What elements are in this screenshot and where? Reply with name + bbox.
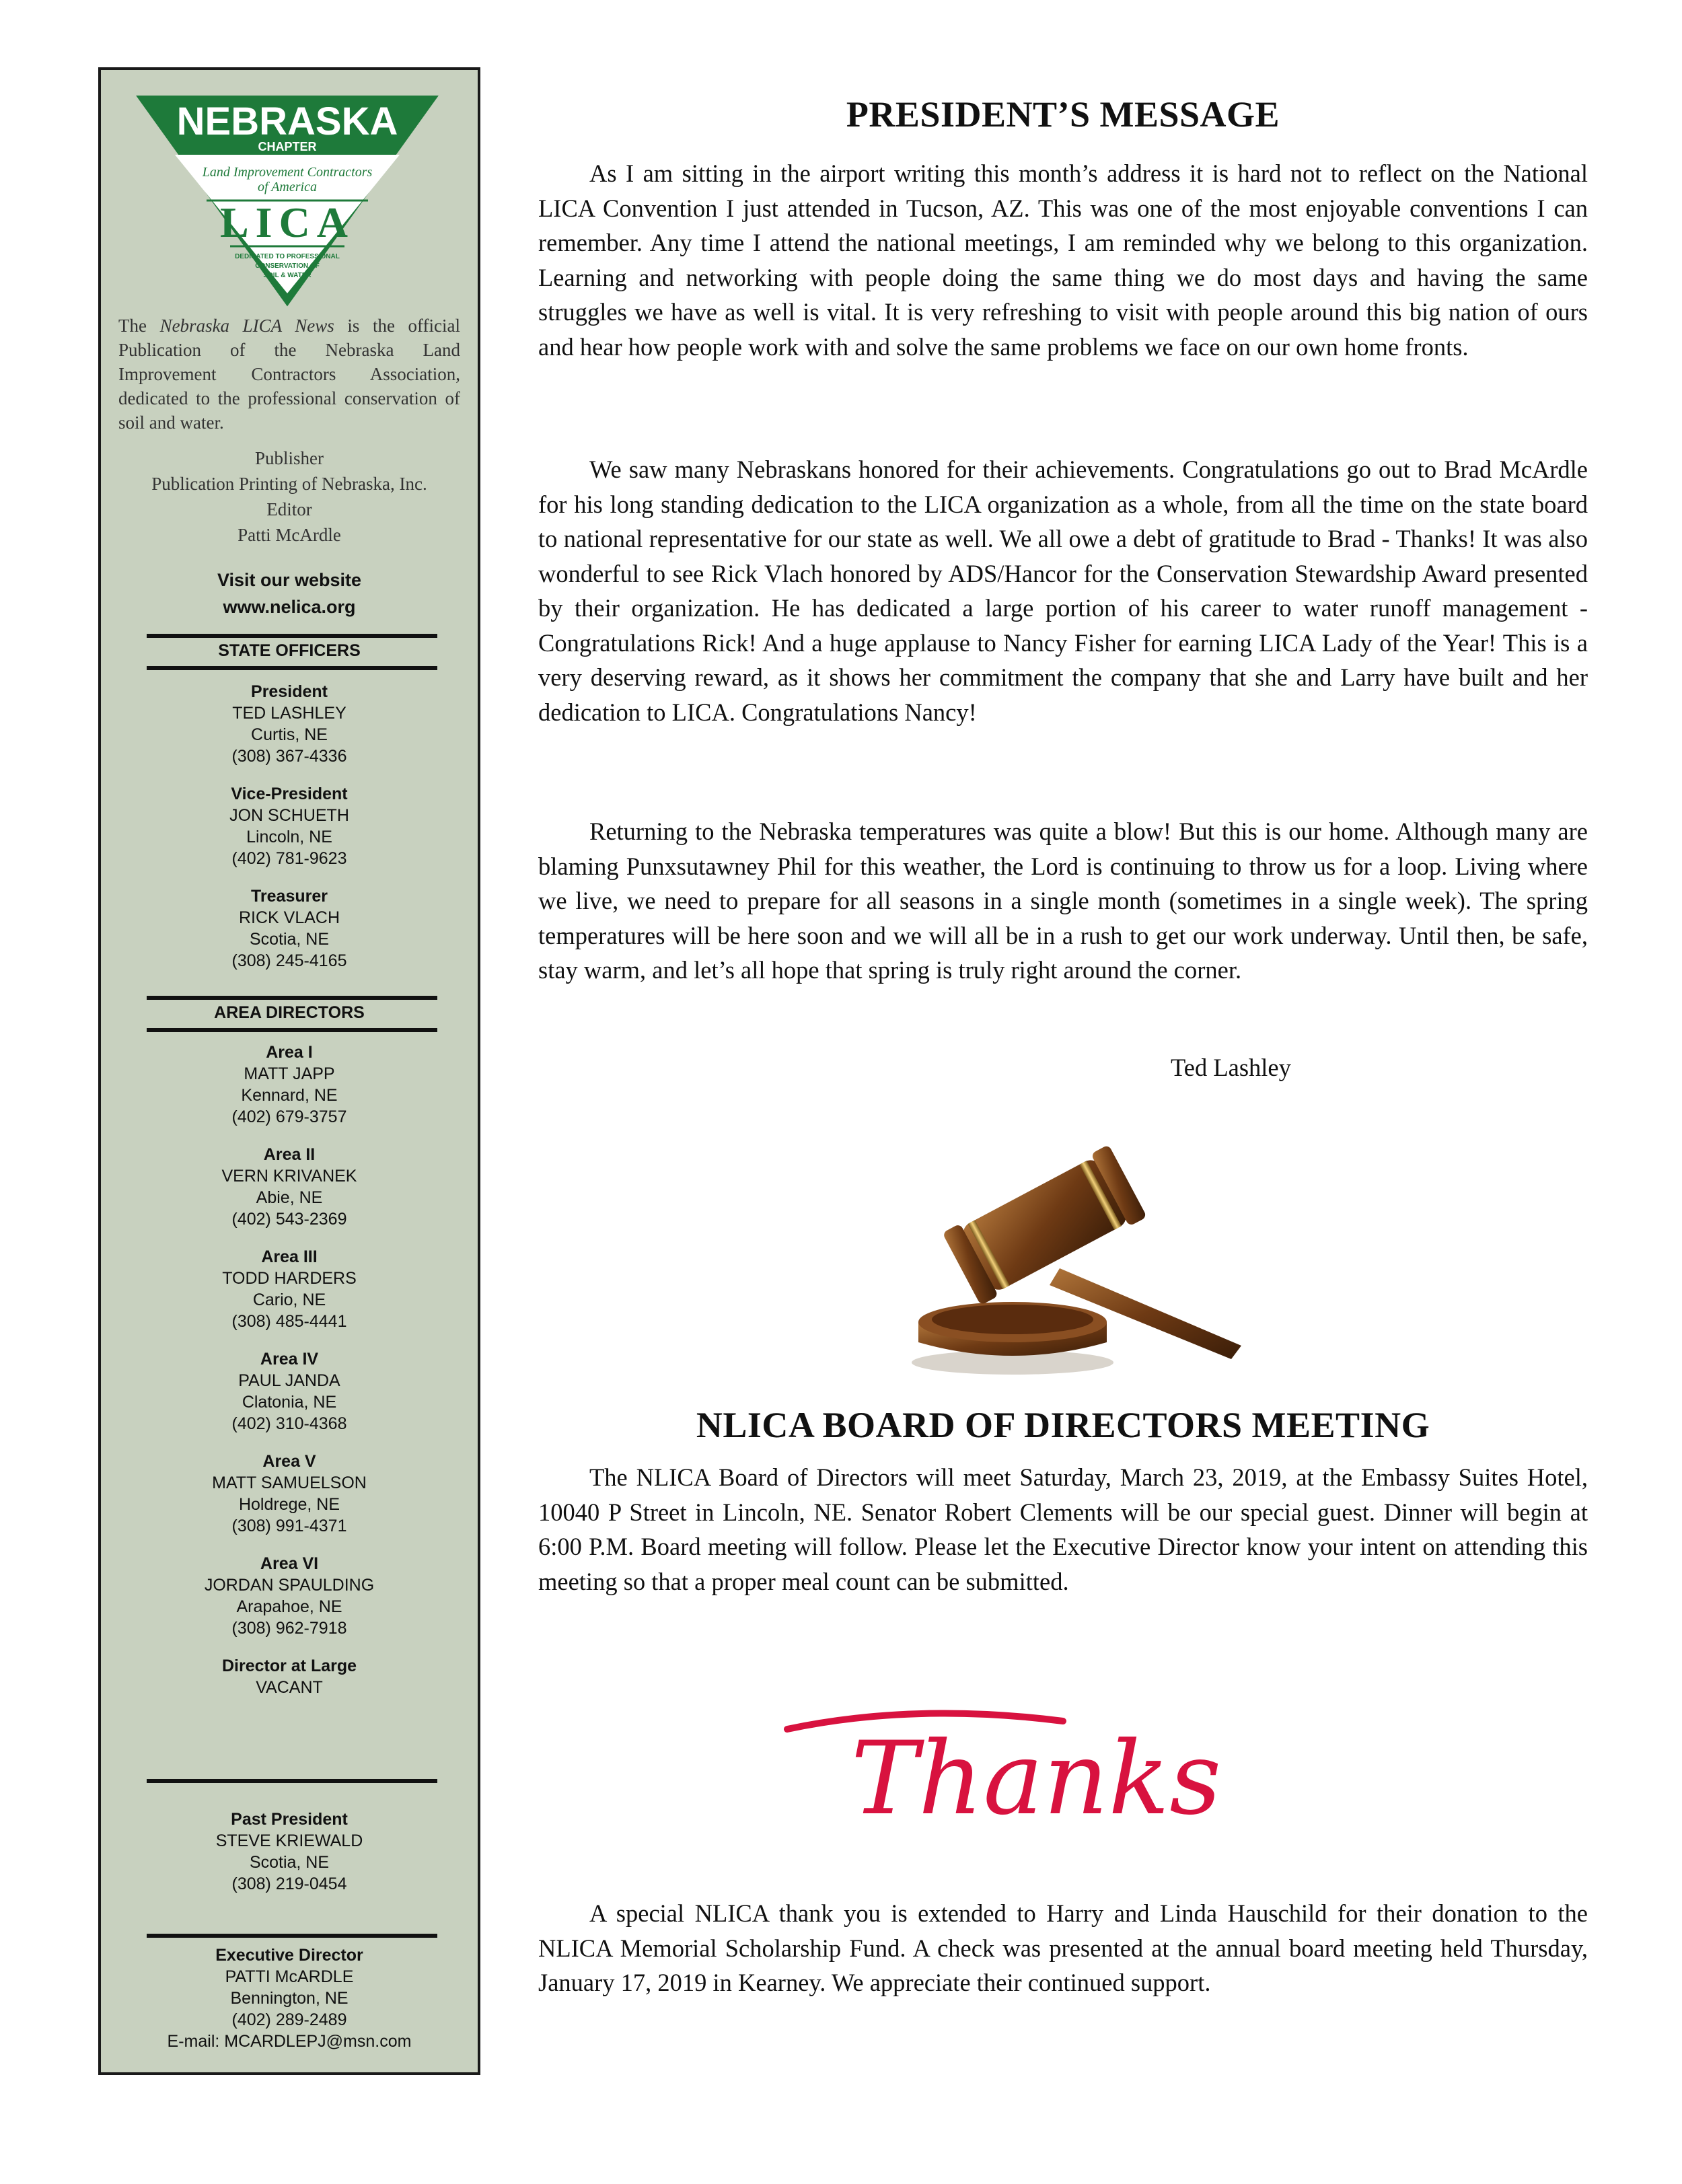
- officer-vice-president: Vice-President JON SCHUETH Lincoln, NE (402) 781-9623: [229, 785, 349, 868]
- thanks-word: Thanks: [850, 1720, 1222, 1837]
- editor-label: Editor: [266, 499, 312, 519]
- director-area-6: Area VI JORDAN SPAULDING Arapahoe, NE (308) 962-7918: [204, 1554, 375, 1638]
- logo-acronym: LICA: [219, 198, 355, 246]
- presidents-message-p1: As I am sitting in the airport writing this month’s address it is hard not to reflect on the National LICA Convention I just attended in Tucson, AZ. This was one of the most enjoyable conventions I can remember. Any time I attend the national meetings, I am reminded why we belong to this organization. Learning and networking with people doing the same thing we do most days and having the same struggles we have as well is vital. It is very refreshing to visit with people around this big nation of ours and hear how people work with and solve the same problems we face on our own home fronts.: [538, 159, 1588, 361]
- visit-label: Visit our website: [217, 570, 362, 590]
- publisher-label: Publisher: [254, 448, 324, 468]
- logo-org-line1: Land Improvement Contractors: [202, 165, 373, 180]
- editor-name: Patti McArdle: [237, 525, 341, 545]
- signature: Ted Lashley: [1171, 1054, 1291, 1081]
- logo-chapter: CHAPTER: [258, 140, 317, 153]
- publisher-name: Publication Printing of Nebraska, Inc.: [151, 474, 427, 494]
- state-officers-title: STATE OFFICERS: [218, 641, 361, 660]
- thanks-graphic: [780, 1702, 1292, 1837]
- officer-treasurer: Treasurer RICK VLACH Scotia, NE (308) 245-4165: [231, 887, 347, 970]
- website-link[interactable]: www.nelica.org: [223, 597, 356, 617]
- divider: [147, 996, 437, 1000]
- nebraska-lica-logo: [136, 93, 439, 308]
- logo-dedication3: SOIL & WATER: [263, 272, 312, 279]
- logo-org-line2: of America: [258, 180, 317, 194]
- officer-president: President TED LASHLEY Curtis, NE (308) 367-4336: [231, 682, 347, 766]
- publication-intro: The Nebraska LICA News is the official Publication of the Nebraska Land Improvement Contractors Association, dedicated to the professional conservation of soil and water.: [118, 316, 460, 433]
- past-president: Past President STEVE KRIEWALD Scotia, NE (308) 219-0454: [215, 1810, 363, 1893]
- board-meeting-paragraph: The NLICA Board of Directors will meet Saturday, March 23, 2019, at the Embassy Suites Hotel, 10040 P Street in Lincoln, NE. Senator Robert Clements will be our special guest. Dinner will begin at 6:00 P.M. Board meeting will follow. Please let the Executive Director know your intent on attending this meeting so that a proper meal count can be submitted.: [538, 1463, 1588, 1595]
- presidents-message-p3: Returning to the Nebraska temperatures was quite a blow! But this is our home. Although many are blaming Punxsutawney Phil for this weather, the Lord is continuing to throw us for a loop. Living where we live, we need to prepare for all seasons in a single month (sometimes in a single week). The spring temperatures will be here soon and we will all be in a rush to get our work underway. Until then, be safe, stay warm, and let’s all hope that spring is truly right around the corner.: [538, 817, 1588, 984]
- sidebar: [98, 67, 480, 2075]
- divider: [147, 1934, 437, 1938]
- publication-name: Nebraska LICA News: [159, 316, 334, 336]
- director-area-1: Area I MATT JAPP Kennard, NE (402) 679-3757: [231, 1043, 347, 1126]
- executive-director: Executive Director PATTI McARDLE Bennington, NE (402) 289-2489 E-mail: MCARDLEPJ@msn.com: [108, 1944, 471, 2052]
- presidents-message-heading: PRESIDENT’S MESSAGE: [846, 94, 1280, 135]
- publisher-block: [108, 445, 471, 548]
- divider: [147, 666, 437, 670]
- board-meeting-heading: NLICA BOARD OF DIRECTORS MEETING: [696, 1405, 1430, 1445]
- logo-dedication1: DEDICATED TO PROFESSIONAL: [235, 253, 340, 260]
- director-area-3: Area III TODD HARDERS Cario, NE (308) 485-4441: [222, 1247, 357, 1331]
- director-area-2: Area II VERN KRIVANEK Abie, NE (402) 543-2369: [221, 1145, 357, 1229]
- exec-director-email[interactable]: E-mail: MCARDLEPJ@msn.com: [167, 2032, 412, 2051]
- presidents-message-p2: We saw many Nebraskans honored for their achievements. Congratulations go out to Brad McArdle for his long standing dedication to the LICA organization as a whole, from all the time on the state board to national representative for our state as well. We all owe a debt of gratitude to Brad - Thanks! It was also wonderful to see Rick Vlach honored by ADS/Hancor for the Conservation Stewardship Award presented by their organization. He has dedicated a large portion of his career to water runoff management - Congratulations Rick! And a huge applause to Nancy Fisher for earning LICA Lady of the Year! This is a very deserving reward, as it shows her commitment the company that she and Larry have built and her dedication to LICA. Congratulations Nancy!: [538, 456, 1588, 726]
- thank-you-paragraph: A special NLICA thank you is extended to Harry and Linda Hauschild for their donation to the NLICA Memorial Scholarship Fund. A check was presented at the annual board meeting held Thursday, January 17, 2019 in Kearney. We appreciate their continued support.: [538, 1899, 1588, 1996]
- divider: [147, 1779, 437, 1783]
- director-area-5: Area V MATT SAMUELSON Holdrege, NE (308) 991-4371: [212, 1452, 367, 1535]
- logo-dedication2: CONSERVATION OF: [255, 262, 320, 270]
- website-block: [108, 567, 471, 620]
- gavel-image: [905, 1140, 1255, 1379]
- area-directors-title: AREA DIRECTORS: [214, 1003, 365, 1022]
- director-area-4: Area IV PAUL JANDA Clatonia, NE (402) 310-4368: [231, 1350, 347, 1433]
- divider: [147, 1028, 437, 1032]
- divider: [147, 634, 437, 638]
- logo-title: NEBRASKA: [176, 100, 398, 143]
- director-at-large: Director at Large VACANT: [221, 1657, 357, 1697]
